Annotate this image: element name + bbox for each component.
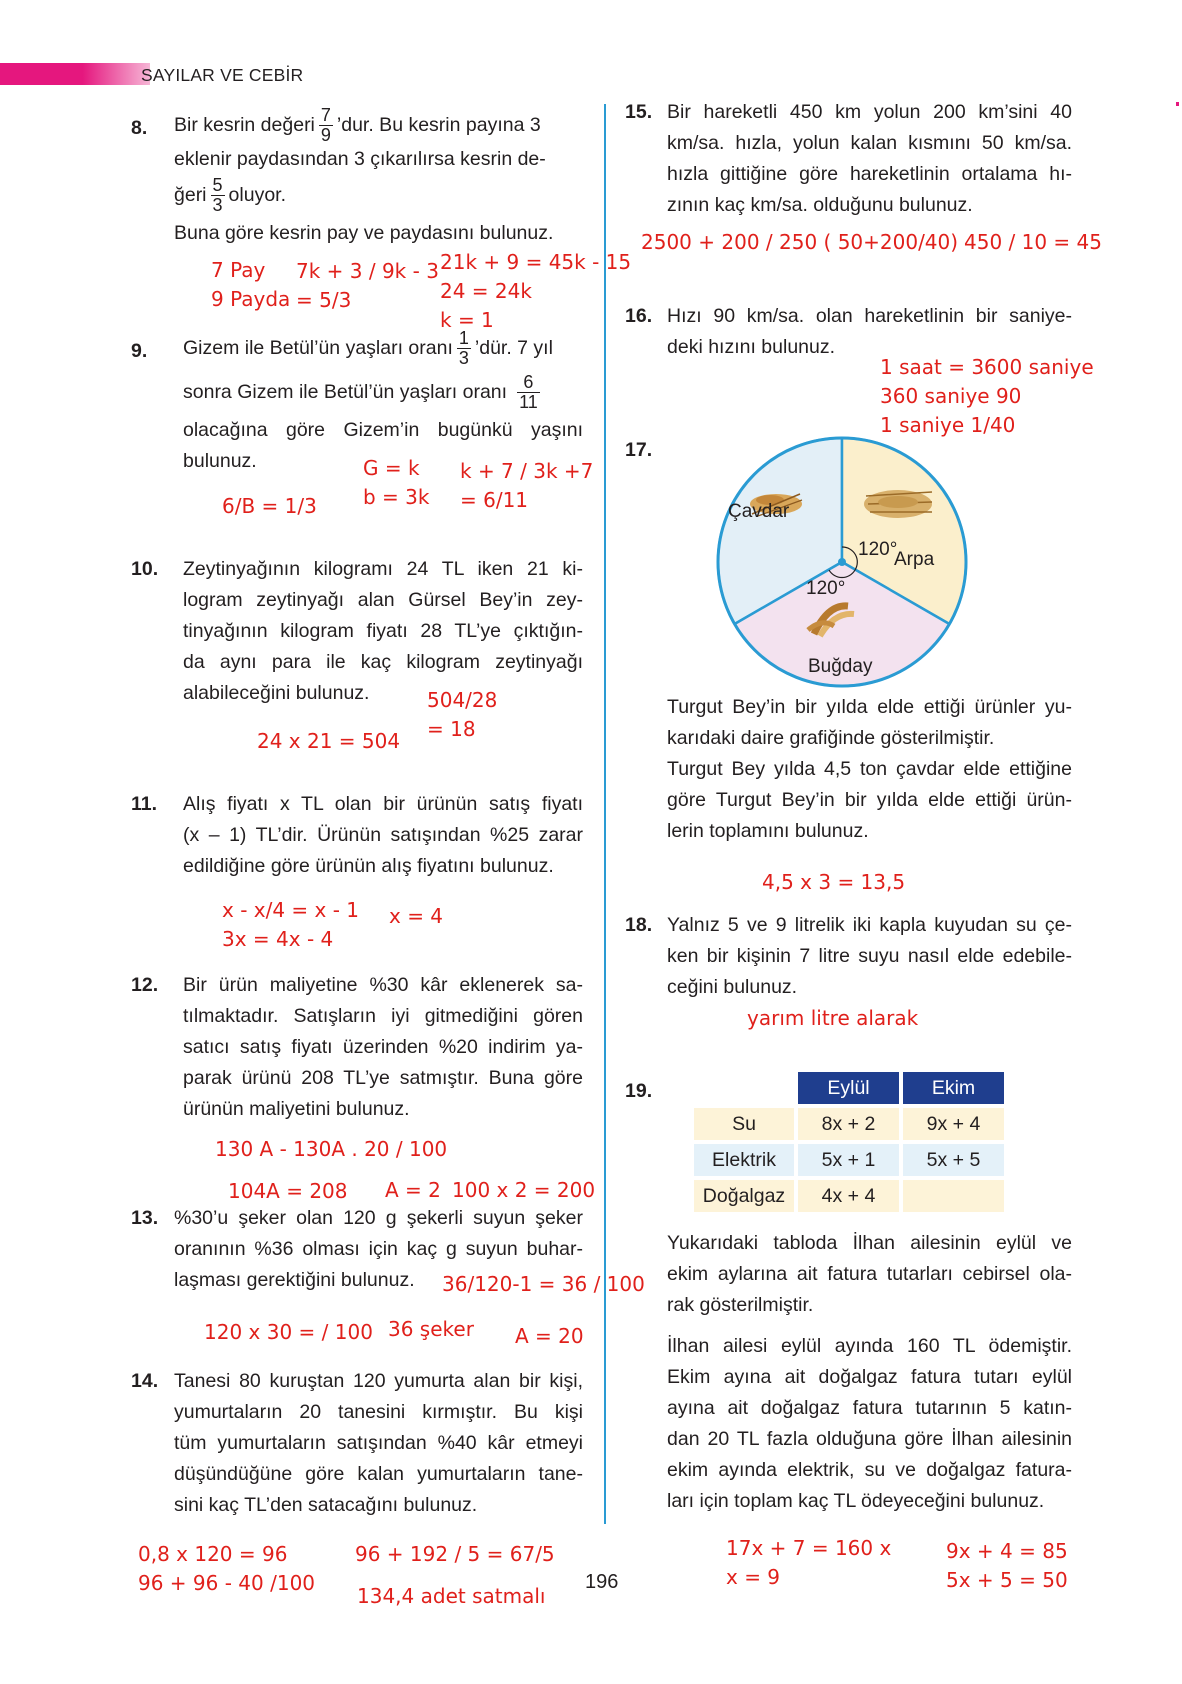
pie-chart — [710, 430, 980, 700]
handwriting-q9-b: b = 3k — [363, 485, 430, 509]
question-15-number: 15. — [625, 101, 653, 123]
handwriting-q14-eq1: 0,8 x 120 = 96 — [138, 1542, 288, 1566]
question-17-text: Turgut Bey’in bir yılda elde ettiği ürünler yu- karıdaki daire grafiğinde gösterilmiştir. Turgut Bey yılda 4,5 ton çavdar elde ettiğine göre Turgut Bey’in bir yılda elde ettiği ürün- — [667, 696, 1072, 811]
table-header-ekim: Ekim — [903, 1072, 1004, 1104]
question-10-text: Zeytinyağının kilogramı 24 TL iken 21 ki- logram zeytinyağı alan Gürsel Bey’in zey- tinyağının kilogram fiyatı 28 TL’ye çıktığın- da aynı para ile kaç kilogram zeytinyağı — [183, 558, 583, 673]
row-label-dogalgaz: Doğalgaz — [694, 1180, 794, 1212]
table-row — [694, 1108, 1004, 1140]
question-14-text-last: sini kaç TL’den satacağını bulunuz. — [174, 1494, 478, 1516]
handwriting-q8-eq3: k = 1 — [440, 308, 494, 332]
question-11-text: Alış fiyatı x TL olan bir ürünün satış fiyatı (x – 1) TL’dir. Ürünün satışından %25 zarar — [183, 793, 583, 846]
question-11-number: 11. — [131, 793, 158, 815]
question-19-paragraph-1-last: rak gösterilmiştir. — [667, 1294, 814, 1316]
handwriting-q9-g: G = k — [363, 456, 420, 480]
handwriting-q10-div: 504/28 — [427, 688, 498, 712]
arpa-wheat-icon — [864, 490, 932, 518]
handwriting-q14-eq3: 96 + 192 / 5 = 67/5 — [355, 1542, 555, 1566]
question-12-number: 12. — [131, 974, 159, 996]
handwriting-q18-answer: yarım litre alarak — [747, 1006, 919, 1030]
handwriting-q16-line2: 360 saniye 90 — [880, 384, 1022, 408]
handwriting-q17-answer: 4,5 x 3 = 13,5 — [762, 870, 906, 894]
question-15-text: Bir hareketli 450 km yolun 200 km’sini 40 km/sa. hızla, yolun kalan kısmını 50 km/sa. hızla gittiğine göre hareketlinin ortalama hı- — [667, 101, 1072, 185]
pie-angle-label-1: 120° — [858, 539, 898, 560]
question-13-text-last: laşması gerektiğini bulunuz. — [174, 1269, 415, 1291]
handwriting-q9-result: = 6/11 — [460, 488, 529, 512]
handwriting-q11-answer: x = 4 — [389, 904, 444, 928]
handwriting-q11-eq2: 3x = 4x - 4 — [222, 927, 334, 951]
table-row — [694, 1144, 1004, 1176]
question-13-text: %30’u şeker olan 120 g şekerli suyun şeker oranının %36 olması için kaç g suyun buhar- — [174, 1207, 583, 1260]
pie-center-dot — [838, 558, 846, 566]
question-8-number: 8. — [131, 117, 148, 139]
handwriting-q10-result: = 18 — [427, 717, 476, 741]
column-divider — [604, 104, 606, 1524]
handwriting-q8-payda: 9 Payda — [211, 287, 291, 311]
handwriting-q8-pay: 7 Pay — [211, 258, 266, 282]
handwriting-q9-ratio: k + 7 / 3k +7 — [460, 459, 594, 483]
handwriting-q8-ratio: 7k + 3 / 9k - 3 — [296, 259, 439, 283]
handwriting-q13-answer: A = 20 — [515, 1324, 584, 1348]
handwriting-q14-answer: 134,4 adet satmalı — [357, 1584, 546, 1608]
table-row — [694, 1180, 1004, 1212]
handwriting-q19-eq4: 5x + 5 = 50 — [946, 1568, 1068, 1592]
pie-label-cavdar: Çavdar — [728, 501, 790, 522]
header-accent-bar — [0, 63, 150, 85]
handwriting-q14-eq2: 96 + 96 - 40 /100 — [138, 1571, 316, 1595]
handwriting-q8-equals: = 5/3 — [296, 288, 352, 312]
handwriting-q12-eq2: 104A = 208 — [228, 1179, 348, 1203]
handwriting-q13-eq1: 36/120-1 = 36 / 100 — [442, 1272, 645, 1296]
question-18-text-last: ceğini bulunuz. — [667, 976, 798, 998]
question-19-number: 19. — [625, 1080, 653, 1102]
question-19-paragraph-2-last: ları için toplam kaç TL ödeyeceğini bulunuz. — [667, 1490, 1045, 1512]
handwriting-q13-sugar: 36 şeker — [388, 1317, 474, 1341]
handwriting-q19-eq3: 9x + 4 = 85 — [946, 1539, 1068, 1563]
handwriting-q9-answer: 6/B = 1/3 — [222, 494, 317, 518]
pie-angle-label-2: 120° — [806, 578, 846, 599]
question-14-number: 14. — [131, 1370, 159, 1392]
question-11-text-last: edildiğine göre ürünün alış fiyatını bulunuz. — [183, 855, 554, 877]
bills-table — [690, 1068, 1008, 1216]
handwriting-q12-a: A = 2 — [385, 1178, 441, 1202]
question-12-text-last: ürünün maliyetini bulunuz. — [183, 1098, 410, 1120]
question-12-text: Bir ürün maliyetine %30 kâr eklenerek sa- tılmaktadır. Satışların iyi gitmediğini gören satıcı satış fiyatı üzerinden %20 indirim ya- parak ürünü 208 TL’ye satmıştır. Buna göre — [183, 974, 583, 1089]
section-title: SAYILAR VE CEBİR — [141, 65, 304, 85]
question-16-number: 16. — [625, 305, 653, 327]
table-corner — [694, 1072, 794, 1104]
handwriting-q12-result: 100 x 2 = 200 — [452, 1178, 596, 1202]
question-19-paragraph-1: Yukarıdaki tabloda İlhan ailesinin eylül ve ekim aylarına ait fatura tutarları cebirsel ola- — [667, 1232, 1072, 1285]
table-header-eylul: Eylül — [798, 1072, 899, 1104]
page-corner-mark — [1176, 102, 1179, 106]
table-header-row — [694, 1072, 1004, 1104]
handwriting-q10-product: 24 x 21 = 504 — [257, 729, 401, 753]
question-10-text-last: alabileceğini bulunuz. — [183, 682, 370, 704]
pie-label-bugday: Buğday — [808, 656, 873, 677]
question-14-text: Tanesi 80 kuruştan 120 yumurta alan bir kişi, yumurtaların 20 tanesini kırmıştır. Bu kişi tüm yumurtaların satışından %40 kâr etmeyi düşündüğüne göre kalan yumurtaların tane- — [174, 1370, 583, 1485]
cell-elektrik-eylul: 5x + 1 — [798, 1144, 899, 1176]
question-18-text: Yalnız 5 ve 9 litrelik iki kapla kuyudan su çe- ken bir kişinin 7 litre suyu nasıl elde edebile- — [667, 914, 1072, 967]
question-19-paragraph-2: İlhan ailesi eylül ayında 160 TL ödemiştir. Ekim ayına ait doğalgaz fatura tutarı eylül ayına ait doğalgaz fatura tutarının 5 katın- dan 20 TL fazla olduğuna göre İlhan ailesinin ekim ayında elektrik, su ve doğalgaz fatura- — [667, 1335, 1072, 1481]
question-16-text-last: deki hızını bulunuz. — [667, 336, 836, 358]
question-17-number: 17. — [625, 439, 653, 461]
row-label-elektrik: Elektrik — [694, 1144, 794, 1176]
handwriting-q8-eq2: 24 = 24k — [440, 279, 532, 303]
cell-elektrik-ekim: 5x + 5 — [903, 1144, 1004, 1176]
handwriting-q16-line3: 1 saniye 1/40 — [880, 413, 1016, 437]
question-9-number: 9. — [131, 340, 148, 362]
question-8-text: Bir kesrin değeri $\frac{7}{9}$ ’dur. Bu kesrin payına 3 eklenir paydasından 3 çıkarılırsa kesrin de- ğeri $\frac{5}{3}$ oluyor. Buna göre kesrin pay ve paydasını bulunuz. — [174, 104, 554, 244]
question-16-text: Hızı 90 km/sa. olan hareketlinin bir saniye- — [667, 305, 1072, 327]
row-label-su: Su — [694, 1108, 794, 1140]
question-15-text-last: zının kaç km/sa. olduğunu bulunuz. — [667, 194, 973, 216]
cell-su-eylul: 8x + 2 — [798, 1108, 899, 1140]
question-17-text-last: lerin toplamını bulunuz. — [667, 820, 869, 842]
question-18-number: 18. — [625, 914, 653, 936]
question-9-text: Gizem ile Betül’ün yaşları oranı $\frac{1}{3}$ ’dür. 7 yıl sonra Gizem ile Betül’ün yaşları oranı $\frac{6}{11}$ olacağına göre Gizem’in bugünkü yaşını bulunuz. — [183, 327, 583, 472]
handwriting-q16-line1: 1 saat = 3600 saniye — [880, 355, 1094, 379]
question-13-number: 13. — [131, 1207, 159, 1229]
page-number: 196 — [585, 1571, 619, 1593]
handwriting-q8-eq1: 21k + 9 = 45k - 15 — [440, 250, 632, 274]
cell-dogalgaz-ekim — [903, 1180, 1004, 1212]
handwriting-q12-eq1: 130 A - 130A . 20 / 100 — [215, 1137, 448, 1161]
cell-su-ekim: 9x + 4 — [903, 1108, 1004, 1140]
question-10-number: 10. — [131, 558, 159, 580]
handwriting-q19-eq2: x = 9 — [726, 1565, 781, 1589]
handwriting-q19-eq1: 17x + 7 = 160 x — [726, 1536, 892, 1560]
cell-dogalgaz-eylul: 4x + 4 — [798, 1180, 899, 1212]
handwriting-q15-eq1: 2500 + 200 / 250 ( 50+200/40) — [641, 230, 959, 254]
handwriting-q13-eq2: 120 x 30 = / 100 — [204, 1320, 373, 1344]
pie-label-arpa: Arpa — [894, 549, 935, 570]
handwriting-q11-eq1: x - x/4 = x - 1 — [222, 898, 360, 922]
handwriting-q15-eq2: 450 / 10 = 45 — [964, 230, 1102, 254]
